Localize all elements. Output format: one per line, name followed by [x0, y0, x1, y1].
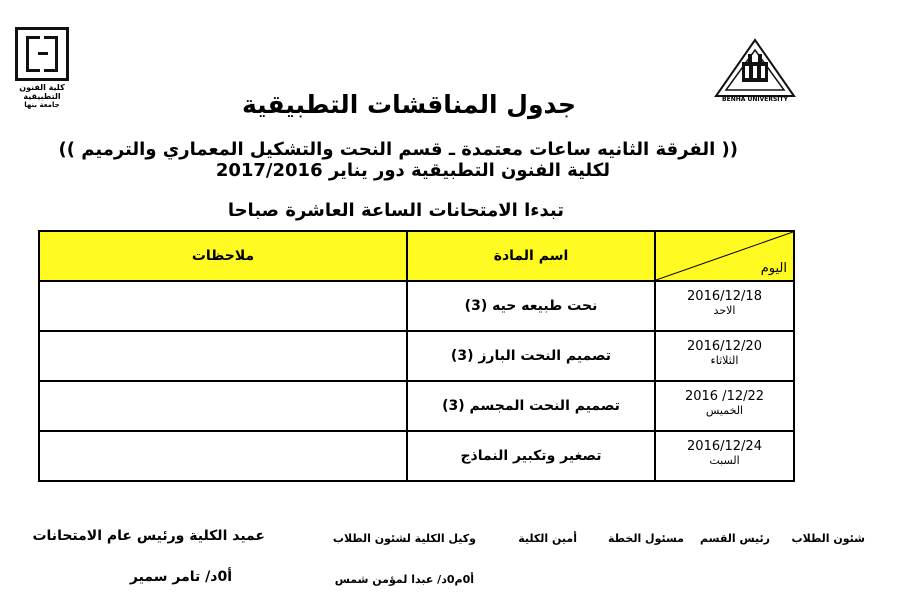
- signature-dean: عميد الكلية ورئيس عام الامتحانات: [32, 528, 265, 544]
- vice-dean-name: أ0م0د/ عبدا لمؤمن شمس: [334, 573, 474, 586]
- college-logo-caption: كلية الفنون التطبيقية: [19, 83, 65, 101]
- subject-cell: تصميم النحت البارز (3): [407, 331, 655, 381]
- page-title: جدول المناقشات التطبيقية: [241, 90, 576, 119]
- notes-cell: [39, 331, 407, 381]
- signature-college-secretary: أمين الكلية: [518, 532, 577, 545]
- table-row: [39, 431, 794, 481]
- exam-date: 2016/12/18: [687, 289, 762, 304]
- notes-cell: [39, 281, 407, 331]
- exam-schedule-table: [38, 230, 795, 482]
- date-cell: [655, 431, 794, 481]
- college-logo: [15, 27, 75, 109]
- exam-weekday: الخميس: [705, 404, 744, 417]
- exam-date: 2016 /12/22: [684, 389, 765, 404]
- table-header-row: [39, 231, 794, 281]
- signature-plan-officer: مسئول الخطة: [608, 532, 684, 545]
- table-row: [39, 331, 794, 381]
- header-day-label: اليوم: [760, 261, 787, 276]
- header-day-cell: [655, 231, 794, 281]
- signature-vice-dean: وكيل الكلية لشئون الطلاب: [332, 532, 476, 545]
- benha-university-logo: [712, 38, 798, 102]
- signature-students-affairs: شئون الطلاب: [791, 532, 865, 545]
- exam-date: 2016/12/20: [687, 339, 762, 354]
- subject-cell: تصغير وتكبير النماذج: [407, 431, 655, 481]
- notes-cell: [39, 431, 407, 481]
- subject-cell: تصميم النحت المجسم (3): [407, 381, 655, 431]
- table-row: [39, 381, 794, 431]
- signature-dept-head: رئيس القسم: [700, 532, 770, 545]
- header-subject-cell: اسم المادة: [407, 231, 655, 281]
- exam-weekday: الاحد: [713, 304, 736, 317]
- exam-date: 2016/12/24: [687, 439, 762, 454]
- exam-weekday: السبت: [709, 454, 740, 467]
- subtitle-start-time: تبدءا الامتحانات الساعة العاشرة صباحا: [227, 200, 564, 221]
- header-notes-cell: ملاحظات: [39, 231, 407, 281]
- subtitle-session: لكلية الفنون التطبيقية دور يناير 2017/2016: [215, 160, 610, 181]
- college-emblem-icon: [15, 27, 69, 81]
- university-mark-text: BENHA UNIVERSITY: [722, 96, 788, 102]
- dean-name: أ0د/ تامر سمير: [129, 569, 232, 585]
- table-row: [39, 281, 794, 331]
- subtitle-department: (( الفرقة الثانيه ساعات معتمدة ـ قسم النحت والتشكيل المعماري والترميم )): [58, 139, 738, 160]
- notes-cell: [39, 381, 407, 431]
- date-cell: [655, 381, 794, 431]
- exam-weekday: الثلاثاء: [710, 354, 739, 367]
- date-cell: [655, 331, 794, 381]
- university-logo-caption: جامعة بنها: [24, 101, 60, 109]
- subject-cell: نحت طبيعه حيه (3): [407, 281, 655, 331]
- date-cell: [655, 281, 794, 331]
